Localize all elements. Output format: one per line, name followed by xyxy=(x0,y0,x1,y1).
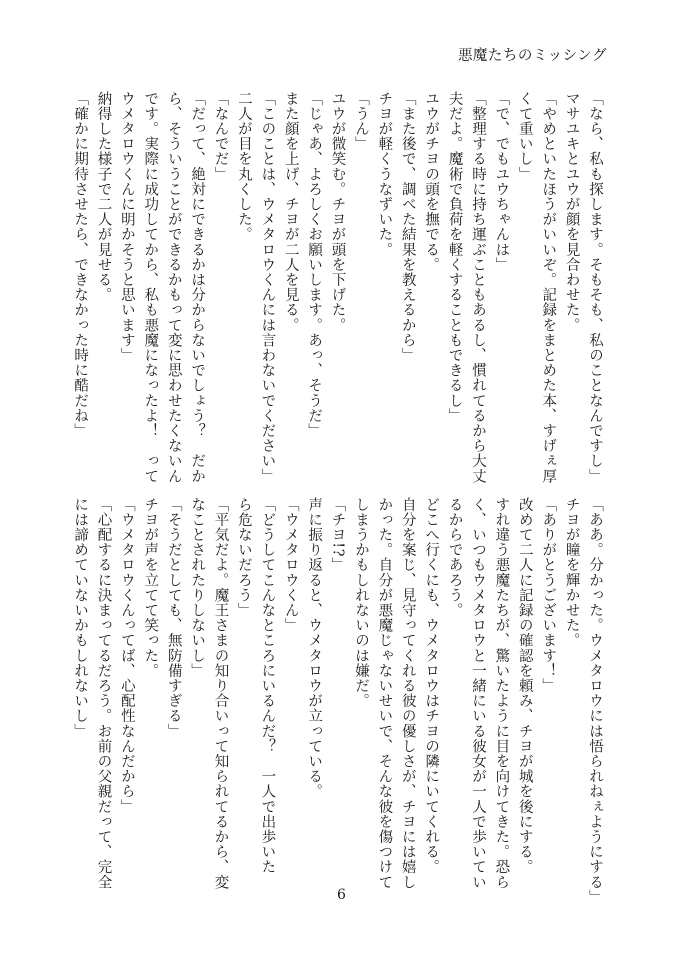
text-block-bottom xyxy=(72,497,606,905)
text-line: 声に振り返ると、ウメタロウが立っている。 xyxy=(306,497,323,799)
text-line: 「ウメタロウくん」 xyxy=(282,497,299,633)
text-line: るからであろう。 xyxy=(446,497,463,618)
text-line: チヨが瞳を輝かせた。 xyxy=(563,497,580,648)
text-line: 「確かに期待させたら、できなかった時に酷だね」 xyxy=(72,91,89,439)
text-line: マサユキとユウが顔を見合わせた。 xyxy=(563,91,580,333)
text-line: ら、そういうことができるかもって変に思わせたくないん xyxy=(165,91,182,484)
text-line: また顔を上げ、チヨが二人を見る。 xyxy=(282,91,299,333)
running-header-title: 悪魔たちのミッシング xyxy=(457,48,607,64)
text-line: 「じゃあ、よろしくお願いします。あっ、そうだ」 xyxy=(306,91,323,439)
text-line: 改めて二人に記録の確認を頼み、チヨが城を後にする。 xyxy=(516,497,533,875)
text-line: すれ違う悪魔たちが、驚いたように目を向けてきた。恐ら xyxy=(493,497,510,890)
text-line: 「ウメタロウくんってば、心配性なんだから」 xyxy=(118,497,135,815)
text-line: く、いつもウメタロウと一緒にいる彼女が一人で歩いてい xyxy=(469,497,486,890)
text-line: しまうかもしれないのは嫌だ。 xyxy=(352,497,369,709)
text-line: 「で、でもユウちゃんは」 xyxy=(493,91,510,273)
text-line: かった。自分が悪魔じゃないせいで、そんな彼を傷つけて xyxy=(376,497,393,890)
text-line: 「心配するに決まってるだろう。お前の父親だって、完全 xyxy=(95,497,112,890)
text-line: 「だって、絶対にできるかは分からないでしょう？ だか xyxy=(189,91,206,484)
text-line: 二人が目を丸くした。 xyxy=(235,91,252,242)
text-line: 納得した様子で二人が見せる。 xyxy=(95,91,112,303)
text-line: くて重いし」 xyxy=(516,91,533,182)
text-line: 「やめといたほうがいいぞ。記録をまとめた本、すげぇ厚 xyxy=(540,91,557,484)
text-line: 「このことは、ウメタロウくんには言わないでください」 xyxy=(259,91,276,484)
text-line: 自分を案じ、見守ってくれる彼の優しさが、チヨには嬉し xyxy=(399,497,416,890)
text-line: 「整理する時に持ち運ぶこともあるし、慣れてるから大丈 xyxy=(469,91,486,484)
text-line: チヨが声を立てて笑った。 xyxy=(142,497,159,679)
text-line: チヨが軽くうなずいた。 xyxy=(376,91,393,258)
page-number: 6 xyxy=(337,887,346,903)
text-line: 「うん」 xyxy=(352,91,369,152)
text-line: 「ああ。分かった。ウメタロウには悟られねぇようにする」 xyxy=(587,497,603,905)
text-line: ら危ないだろう」 xyxy=(235,497,252,618)
text-line: 「そうだとしても、無防備すぎる」 xyxy=(165,497,182,739)
text-block-top xyxy=(72,91,606,484)
text-line: 「ありがとうございます！」 xyxy=(540,497,557,694)
text-line: 「また後で、調べた結果を教えるから」 xyxy=(399,91,416,363)
text-line: ウメタロウくんに明かそうと思います」 xyxy=(118,91,135,363)
text-line: 「なら、私も探します。そもそも、私のことなんですし」 xyxy=(587,91,603,484)
text-line: どこへ行くにも、ウメタロウはチヨの隣にいてくれる。 xyxy=(423,497,440,875)
text-line: 「チヨ!?」 xyxy=(329,497,346,573)
text-line: です。実際に成功してから、私も悪魔になったよ！ って xyxy=(142,91,159,484)
text-line: ユウが微笑む。チヨが頭を下げた。 xyxy=(329,91,346,333)
text-line: 夫だよ。魔術で負荷を軽くすることもできるし」 xyxy=(446,91,463,424)
text-line: 「なんでだ」 xyxy=(212,91,229,182)
text-line: 「どうしてこんなところにいるんだ？ 一人で出歩いた xyxy=(259,497,276,875)
text-line: なことされたりしないし」 xyxy=(189,497,206,679)
text-line: 「平気だよ。魔王さまの知り合いって知られてるから、変 xyxy=(212,497,229,890)
text-line: ユウがチヨの頭を撫でる。 xyxy=(423,91,440,273)
text-line: には諦めていないかもしれないし」 xyxy=(72,497,89,739)
